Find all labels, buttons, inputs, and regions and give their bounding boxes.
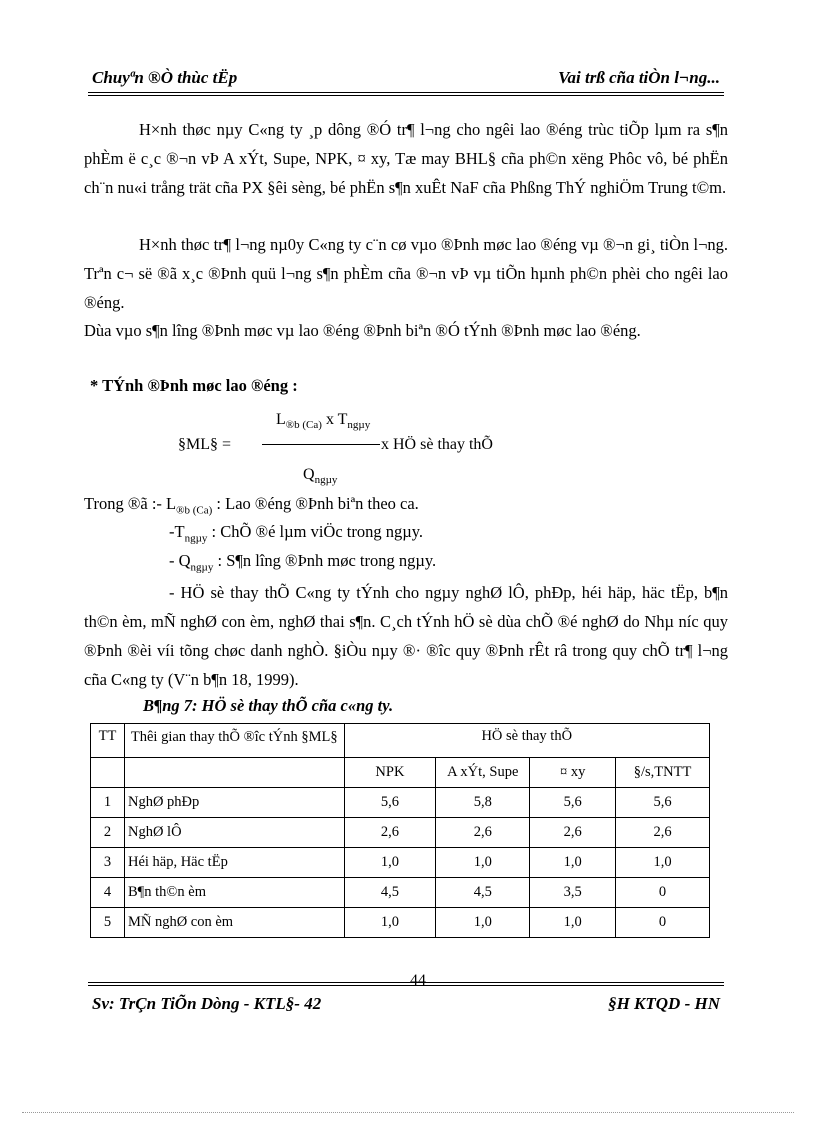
formula-num-L-sub: ®b (Ca) [285,419,322,432]
row-value: 1,0 [530,848,616,878]
table-row [91,878,710,908]
row-name: Héi häp, Häc tËp [124,848,344,878]
row-value: 4,5 [344,878,436,908]
row-value: 1,0 [436,908,530,938]
header-time: Thêi gian thay thÕ ®îc tÝnh §ML§ [124,724,344,758]
formula-den-Q-sub: ngµy [314,474,338,487]
formula-den-Q: Q [303,466,315,483]
legend-2-pre: -T [169,522,185,541]
row-name: NghØ phÐp [124,788,344,818]
row-value: 5,6 [530,788,616,818]
row-value: 1,0 [436,848,530,878]
row-value: 5,8 [436,788,530,818]
legend-3-pre: - Q [169,551,191,570]
subheader-oxy: ¤ xy [530,758,616,788]
table-caption: B¶ng 7: HÖ sè thay thÕ cña c«ng ty. [143,696,394,715]
paragraph-2: H×nh thøc tr¶ l¬ng nµ0y C«ng ty c¨n cø vµo ®Þnh møc lao ®éng vµ ®¬n gi¸ tiÒn l¬ng. Trªn c¬ së ®ã x¸c ®Þnh quü l¬ng s¶n phÈm cña ®¬n vÞ vµ tiÕn hµnh ph©n phèi cho ngêi lao ®éng. [84,235,728,312]
row-tt: 4 [91,878,125,908]
legend-1-post: : Lao ®éng ®Þnh biªn theo ca. [212,494,419,513]
subheader-axit: A xÝt, Supe [436,758,530,788]
row-value: 2,6 [616,818,710,848]
row-value: 5,6 [344,788,436,818]
page-number: 44 [410,972,426,989]
formula-num-L: L [276,411,286,428]
row-value: 4,5 [436,878,530,908]
row-value: 1,0 [344,908,436,938]
row-tt: 5 [91,908,125,938]
table-row [91,818,710,848]
subheader-ds: §/s,TNTT [616,758,710,788]
row-value: 3,5 [530,878,616,908]
formula-num-x: x T [321,411,348,428]
coefficient-table [90,723,710,938]
table-row [91,848,710,878]
row-value: 2,6 [436,818,530,848]
page-bottom-dotted-line [22,1112,794,1113]
formula-num-T-sub: ngµy [347,419,371,432]
header-rule [88,92,724,93]
legend-1-sub: ®b (Ca) [176,504,213,517]
row-tt: 2 [91,818,125,848]
formula-rhs: x HÖ sè thay thÕ [381,436,493,453]
table-subheader-row [91,758,710,788]
row-name: MÑ nghØ con èm [124,908,344,938]
formula-fraction-bar [262,444,380,445]
header-rule-2 [88,95,724,96]
footer-rule-2 [88,985,724,986]
legend-2-post: : ChÕ ®é lµm viÖc trong ngµy. [207,522,424,541]
header-coefficient: HÖ sè thay thÕ [344,724,709,758]
footer-right: §H KTQD - HN [608,994,720,1013]
header-tt: TT [91,724,125,758]
row-value: 2,6 [530,818,616,848]
row-value: 0 [616,908,710,938]
row-value: 1,0 [616,848,710,878]
paragraph-1: H×nh thøc nµy C«ng ty ¸p dông ®Ó tr¶ l¬ng cho ngêi lao ®éng trùc tiÕp lµm ra s¶n phÈm ë c¸c ®¬n vÞ A xÝt, Supe, NPK, ¤ xy, Tæ may BHL§ cña ph©n xëng Phôc vô, bé phËn ch¨n nu«i trång trät cña PX §êi sèng, bé phËn s¶n xuÊt NaF cña Phßng ThÝ nghiÖm Trung t©m. [84,120,728,197]
subheader-empty-name [124,758,344,788]
row-tt: 3 [91,848,125,878]
legend-line-1 [84,494,419,516]
subheader-npk: NPK [344,758,436,788]
legend-3-sub: ngµy [190,561,214,574]
footer-left: Sv: TrÇn TiÕn Dòng - KTL§- 42 [92,994,322,1013]
header-left: Chuyªn ®Ò thùc tËp [92,68,238,87]
row-value: 2,6 [344,818,436,848]
row-name: B¶n th©n èm [124,878,344,908]
paragraph-coefficient: - HÖ sè thay thÕ C«ng ty tÝnh cho ngµy nghØ lÔ, phÐp, héi häp, häc tËp, b¶n th©n èm, mÑ nghØ con èm, nghØ thai s¶n. C¸ch tÝnh hÖ sè dùa chÕ ®é nghØ do Nhµ níc quy ®Þnh ®èi víi tõng chøc danh nghÒ. §iÒu nµy ®· ®îc quy ®Þnh rÊt râ trong quy chÕ tr¶ l¬ng cña C«ng ty (V¨n b¶n 18, 1999). [84,583,728,689]
header-right: Vai trß cña tiÒn l¬ng... [558,68,720,87]
section-heading: * TÝnh ®Þnh møc lao ®éng : [90,376,298,395]
row-value: 0 [616,878,710,908]
row-name: NghØ lÔ [124,818,344,848]
row-tt: 1 [91,788,125,818]
row-value: 1,0 [530,908,616,938]
table-row [91,908,710,938]
formula-lhs: §ML§ = [178,436,232,453]
legend-2-sub: ngµy [184,532,208,545]
legend-1-pre: Trong ®ã :- L [84,494,177,513]
table-row [91,788,710,818]
footer-rule [88,982,724,983]
row-value: 1,0 [344,848,436,878]
legend-3-post: : S¶n lîng ®Þnh møc trong ngµy. [213,551,437,570]
formula-denominator [303,466,337,486]
legend-line-3 [169,551,436,573]
paragraph-3: Dùa vµo s¶n lîng ®Þnh møc vµ lao ®éng ®Þnh biªn ®Ó tÝnh ®Þnh møc lao ®éng. [84,321,641,340]
subheader-empty-tt [91,758,125,788]
formula-numerator [276,411,370,431]
legend-line-2 [169,522,423,544]
row-value: 5,6 [616,788,710,818]
